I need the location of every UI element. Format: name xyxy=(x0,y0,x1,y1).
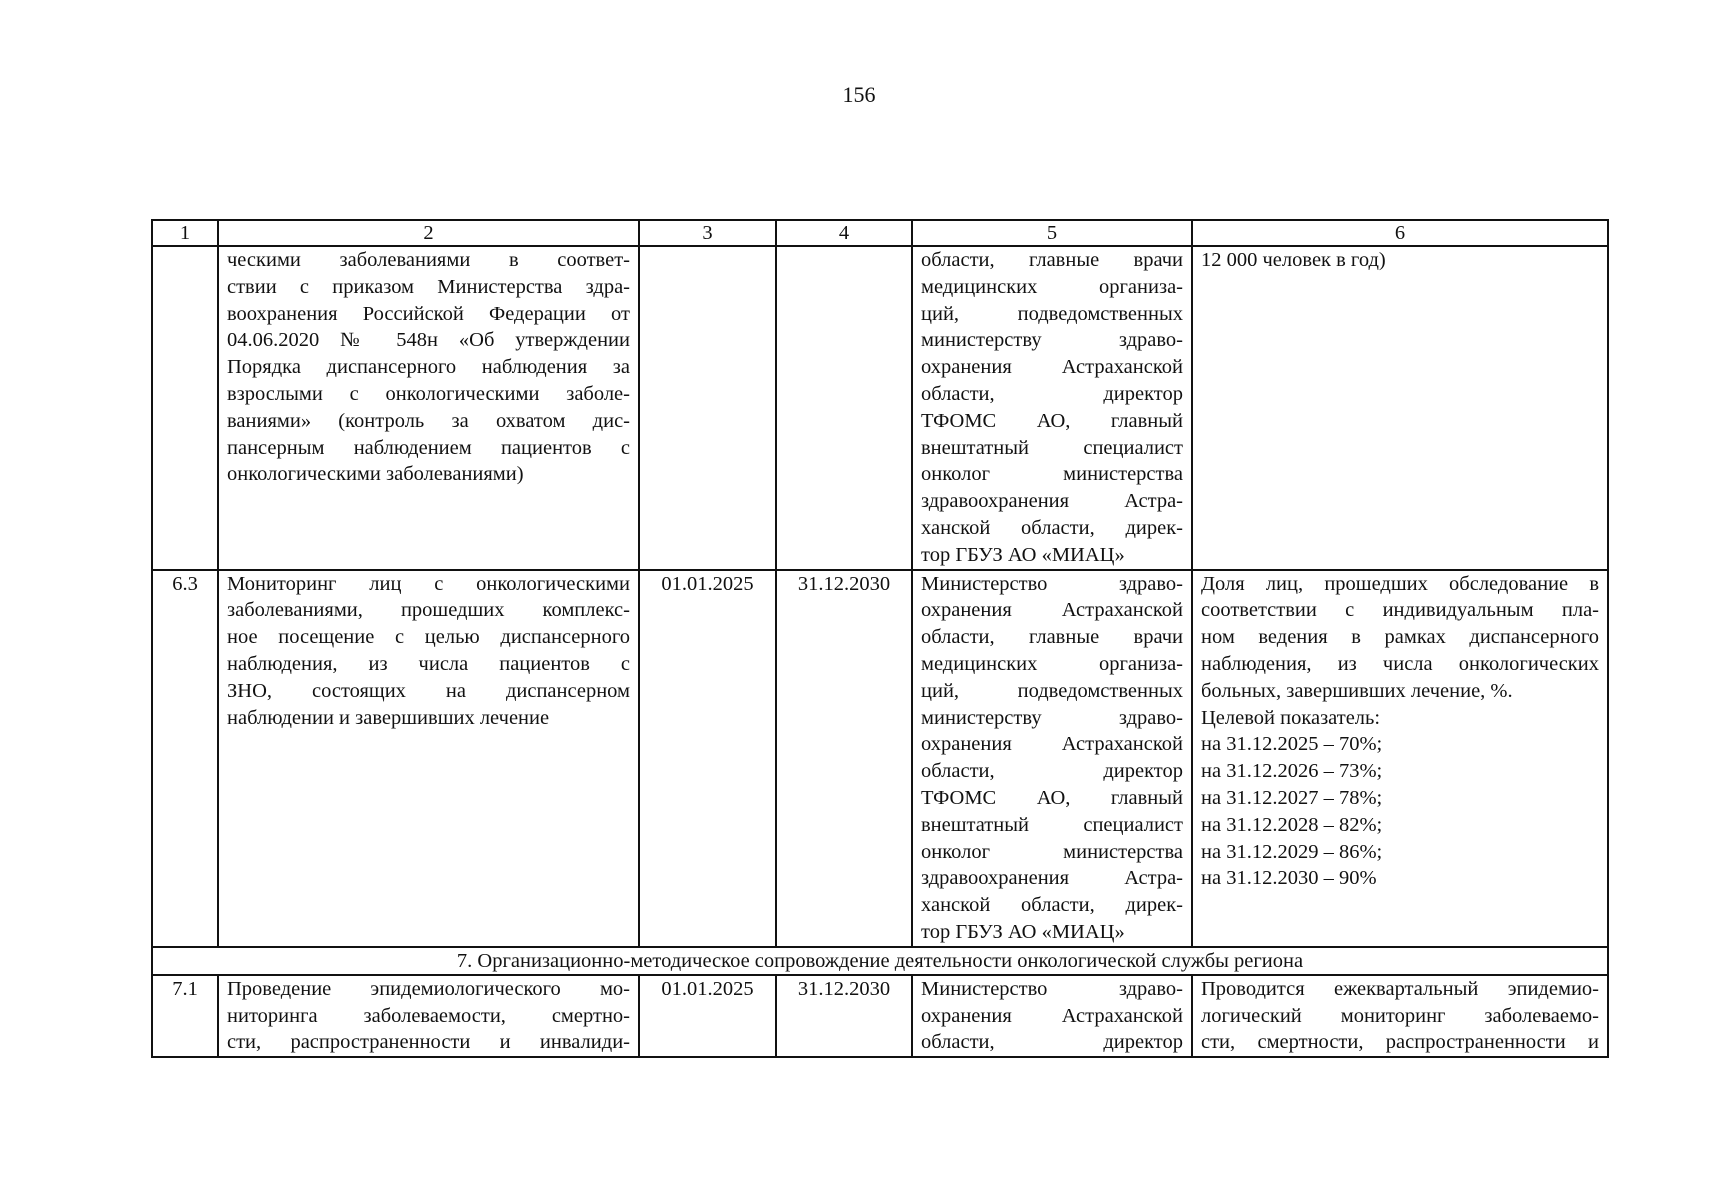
activity-line: пансерным наблюдением пациентов с xyxy=(227,436,630,459)
column-number-2: 2 xyxy=(218,220,639,246)
column-number-4: 4 xyxy=(776,220,912,246)
responsible-line: ТФОМС АО, главный xyxy=(921,786,1183,809)
responsible-line: ций, подведомственных xyxy=(921,679,1183,702)
responsible-line: медицинских организа- xyxy=(921,275,1183,298)
responsible-line: ханской области, дирек- xyxy=(921,894,1183,917)
target-value-line: на 31.12.2029 – 86%; xyxy=(1201,840,1383,863)
responsible-line: министерству здраво- xyxy=(921,706,1183,729)
responsible-line: охранения Астраханской xyxy=(921,599,1183,622)
activity-line: онкологическими заболеваниями) xyxy=(227,463,524,486)
target-indicator-label: Целевой показатель: xyxy=(1201,706,1381,729)
activity-line: взрослыми с онкологическими заболе- xyxy=(227,382,630,405)
result-line: логический мониторинг заболеваемо- xyxy=(1201,1004,1599,1027)
end-date: 31.12.2030 xyxy=(776,975,912,1057)
start-date: 01.01.2025 xyxy=(639,570,776,947)
responsible-line: области, главные врачи xyxy=(921,626,1183,649)
section-heading-row xyxy=(152,947,1608,975)
responsible-line: охранения Астраханской xyxy=(921,356,1183,379)
start-date xyxy=(639,246,776,570)
responsible-line: внештатный специалист xyxy=(921,813,1183,836)
target-value-line: на 31.12.2026 – 73%; xyxy=(1201,760,1383,783)
result-cell xyxy=(1192,246,1608,570)
responsible-line: здравоохранения Астра- xyxy=(921,867,1183,890)
result-line: Проводится ежеквартальный эпидемио- xyxy=(1201,977,1599,1000)
responsible-line: ций, подведомственных xyxy=(921,302,1183,325)
result-cell xyxy=(1192,975,1608,1057)
table-row xyxy=(152,975,1608,1057)
activity-table xyxy=(151,219,1609,1058)
responsible-line: Министерство здраво- xyxy=(921,977,1183,1000)
target-value-line: на 31.12.2025 – 70%; xyxy=(1201,733,1383,756)
responsible-line: области, главные врачи xyxy=(921,249,1183,271)
responsible-line: здравоохранения Астра- xyxy=(921,490,1183,513)
activity-line: ствии с приказом Министерства здра- xyxy=(227,275,630,298)
responsible-cell xyxy=(912,246,1192,570)
table-header-row xyxy=(152,220,1608,246)
activity-cell xyxy=(218,570,639,947)
responsible-line: тор ГБУЗ АО «МИАЦ» xyxy=(921,543,1125,566)
responsible-line: Министерство здраво- xyxy=(921,572,1183,595)
activity-line: ное посещение с целью диспансерного xyxy=(227,626,630,649)
activity-line: ниторинга заболеваемости, смертно- xyxy=(227,1004,630,1027)
activity-line: сти, распространенности и инвалиди- xyxy=(227,1031,630,1054)
end-date xyxy=(776,246,912,570)
target-value-line: на 31.12.2030 – 90% xyxy=(1201,867,1377,890)
column-number-1: 1 xyxy=(152,220,218,246)
activity-line: воохранения Российской Федерации от xyxy=(227,302,630,325)
end-date: 31.12.2030 xyxy=(776,570,912,947)
responsible-line: тор ГБУЗ АО «МИАЦ» xyxy=(921,920,1125,943)
item-number: 6.3 xyxy=(152,570,218,947)
responsible-cell xyxy=(912,975,1192,1057)
responsible-line: охранения Астраханской xyxy=(921,1004,1183,1027)
activity-line: 04.06.2020 № 548н «Об утверждении xyxy=(227,329,630,352)
result-line: больных, завершивших лечение, %. xyxy=(1201,679,1513,702)
item-number: 7.1 xyxy=(152,975,218,1057)
start-date: 01.01.2025 xyxy=(639,975,776,1057)
column-number-5: 5 xyxy=(912,220,1192,246)
activity-line: Порядка диспансерного наблюдения за xyxy=(227,356,630,379)
column-number-3: 3 xyxy=(639,220,776,246)
activity-cell xyxy=(218,246,639,570)
column-number-6: 6 xyxy=(1192,220,1608,246)
activity-line: ческими заболеваниями в соответ- xyxy=(227,249,630,271)
responsible-line: области, директор xyxy=(921,760,1183,783)
responsible-line: медицинских организа- xyxy=(921,652,1183,675)
result-line: соответствии с индивидуальным пла- xyxy=(1201,599,1599,622)
result-cell xyxy=(1192,570,1608,947)
target-value-line: на 31.12.2028 – 82%; xyxy=(1201,813,1383,836)
responsible-cell xyxy=(912,570,1192,947)
result-line: наблюдения, из числа онкологических xyxy=(1201,652,1599,675)
activity-line: ЗНО, состоящих на диспансерном xyxy=(227,679,630,702)
responsible-line: онколог министерства xyxy=(921,463,1183,486)
result-line: ном ведения в рамках диспансерного xyxy=(1201,626,1599,649)
activity-line: Проведение эпидемиологического мо- xyxy=(227,977,630,1000)
table-row xyxy=(152,570,1608,947)
activity-line: заболеваниями, прошедших комплекс- xyxy=(227,599,630,622)
activity-cell xyxy=(218,975,639,1057)
table-row xyxy=(152,246,1608,570)
result-line: сти, смертности, распространенности и xyxy=(1201,1031,1599,1054)
activity-line: наблюдения, из числа пациентов с xyxy=(227,652,630,675)
activity-line: Мониторинг лиц с онкологическими xyxy=(227,572,630,595)
result-line: 12 000 человек в год) xyxy=(1201,249,1386,271)
responsible-line: министерству здраво- xyxy=(921,329,1183,352)
responsible-line: охранения Астраханской xyxy=(921,733,1183,756)
responsible-line: внештатный специалист xyxy=(921,436,1183,459)
page-number: 156 xyxy=(842,82,876,107)
result-line: Доля лиц, прошедших обследование в xyxy=(1201,572,1599,595)
section-title: 7. Организационно-методическое сопровождение деятельности онкологической службы региона xyxy=(152,947,1608,975)
activity-line: наблюдении и завершивших лечение xyxy=(227,706,550,729)
item-number xyxy=(152,246,218,570)
responsible-line: ТФОМС АО, главный xyxy=(921,409,1183,432)
responsible-line: ханской области, дирек- xyxy=(921,516,1183,539)
target-value-line: на 31.12.2027 – 78%; xyxy=(1201,786,1383,809)
responsible-line: области, директор xyxy=(921,1031,1183,1054)
responsible-line: области, директор xyxy=(921,382,1183,405)
activity-line: ваниями» (контроль за охватом дис- xyxy=(227,409,630,432)
responsible-line: онколог министерства xyxy=(921,840,1183,863)
